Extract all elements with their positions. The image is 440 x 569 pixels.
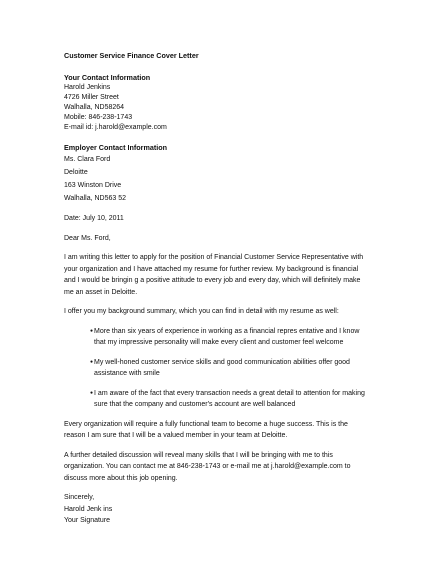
paragraph-line: Every organization will require a fully functional team to become a huge success. This is the [64, 420, 348, 428]
list-item [90, 357, 384, 380]
cover-letter-page [64, 51, 384, 527]
salutation: Dear Ms. Ford, [64, 234, 111, 242]
closing-block [64, 492, 384, 527]
employer-street: 163 Winston Drive [64, 182, 122, 189]
list-item [90, 326, 384, 349]
paragraph-line: and I would be bringin g a positive attitude to every job and every day, which will definitely make [64, 277, 361, 284]
contact-street: 4726 Miller Street [64, 94, 119, 101]
bullet-line: ● I am aware of the fact that every transaction needs a great detail to attention for making [90, 388, 384, 400]
paragraph-line: discuss more about this job opening. [64, 474, 178, 482]
employer-name: Ms. Clara Ford [64, 156, 111, 163]
employer-city: Walhalla, ND563 52 [64, 195, 126, 202]
intro-paragraph [64, 252, 384, 298]
contact-mobile: Mobile: 846-238-1743 [64, 114, 133, 121]
contact-heading: Your Contact Information [64, 73, 151, 82]
document-title: Customer Service Finance Cover Letter [64, 51, 199, 60]
letter-date: Date: July 10, 2011 [64, 215, 124, 222]
list-item [90, 388, 384, 411]
employer-information [64, 143, 384, 205]
paragraph-line: reason I am sure that I will be a valued member in your team at Deloitte. [64, 432, 288, 439]
closing-sincerely: Sincerely, [64, 494, 95, 501]
contact-paragraph [64, 450, 384, 485]
employer-heading: Employer Contact Information [64, 143, 168, 152]
bullet-line: ● My well-honed customer service skills and good communication abilities offer good [90, 357, 384, 369]
team-paragraph [64, 419, 384, 442]
employer-company: Deloitte [64, 169, 88, 176]
contact-name: Harold Jenkins [64, 84, 111, 91]
paragraph-line: organization. You can contact me at 846-238-1743 or e-mail me at j.harold@example.com to [64, 463, 351, 470]
summary-bullet-list [64, 326, 384, 411]
bullet-line: assistance with smile [94, 370, 160, 377]
paragraph-line: I am writing this letter to apply for the position of Financial Customer Service Representative with [64, 254, 364, 261]
paragraph-line: A further detailed discussion will reveal many skills that I will be bringing with me to this [64, 451, 333, 459]
contact-email: E-mail id: j.harold@example.com [64, 124, 167, 131]
closing-signature: Your Signature [64, 517, 111, 524]
contact-information [64, 73, 384, 133]
bullet-line: sure that the company and customer's account are well balanced [94, 401, 296, 408]
bullet-line: that my impressive personality will make every client and customer feel welcome [94, 339, 344, 346]
summary-intro: I offer you my background summary, which you can find in detail with my resume as well: [64, 308, 339, 315]
closing-name: Harold Jenk ins [64, 505, 113, 513]
paragraph-line: your organization and I have attached my resume for further review. My background is financial [64, 265, 359, 273]
paragraph-line: me an asset in Deloitte. [64, 288, 138, 296]
bullet-line: ● More than six years of experience in working as a financial repres entative and I know [90, 326, 384, 338]
contact-city: Walhalla, ND58264 [64, 104, 125, 111]
